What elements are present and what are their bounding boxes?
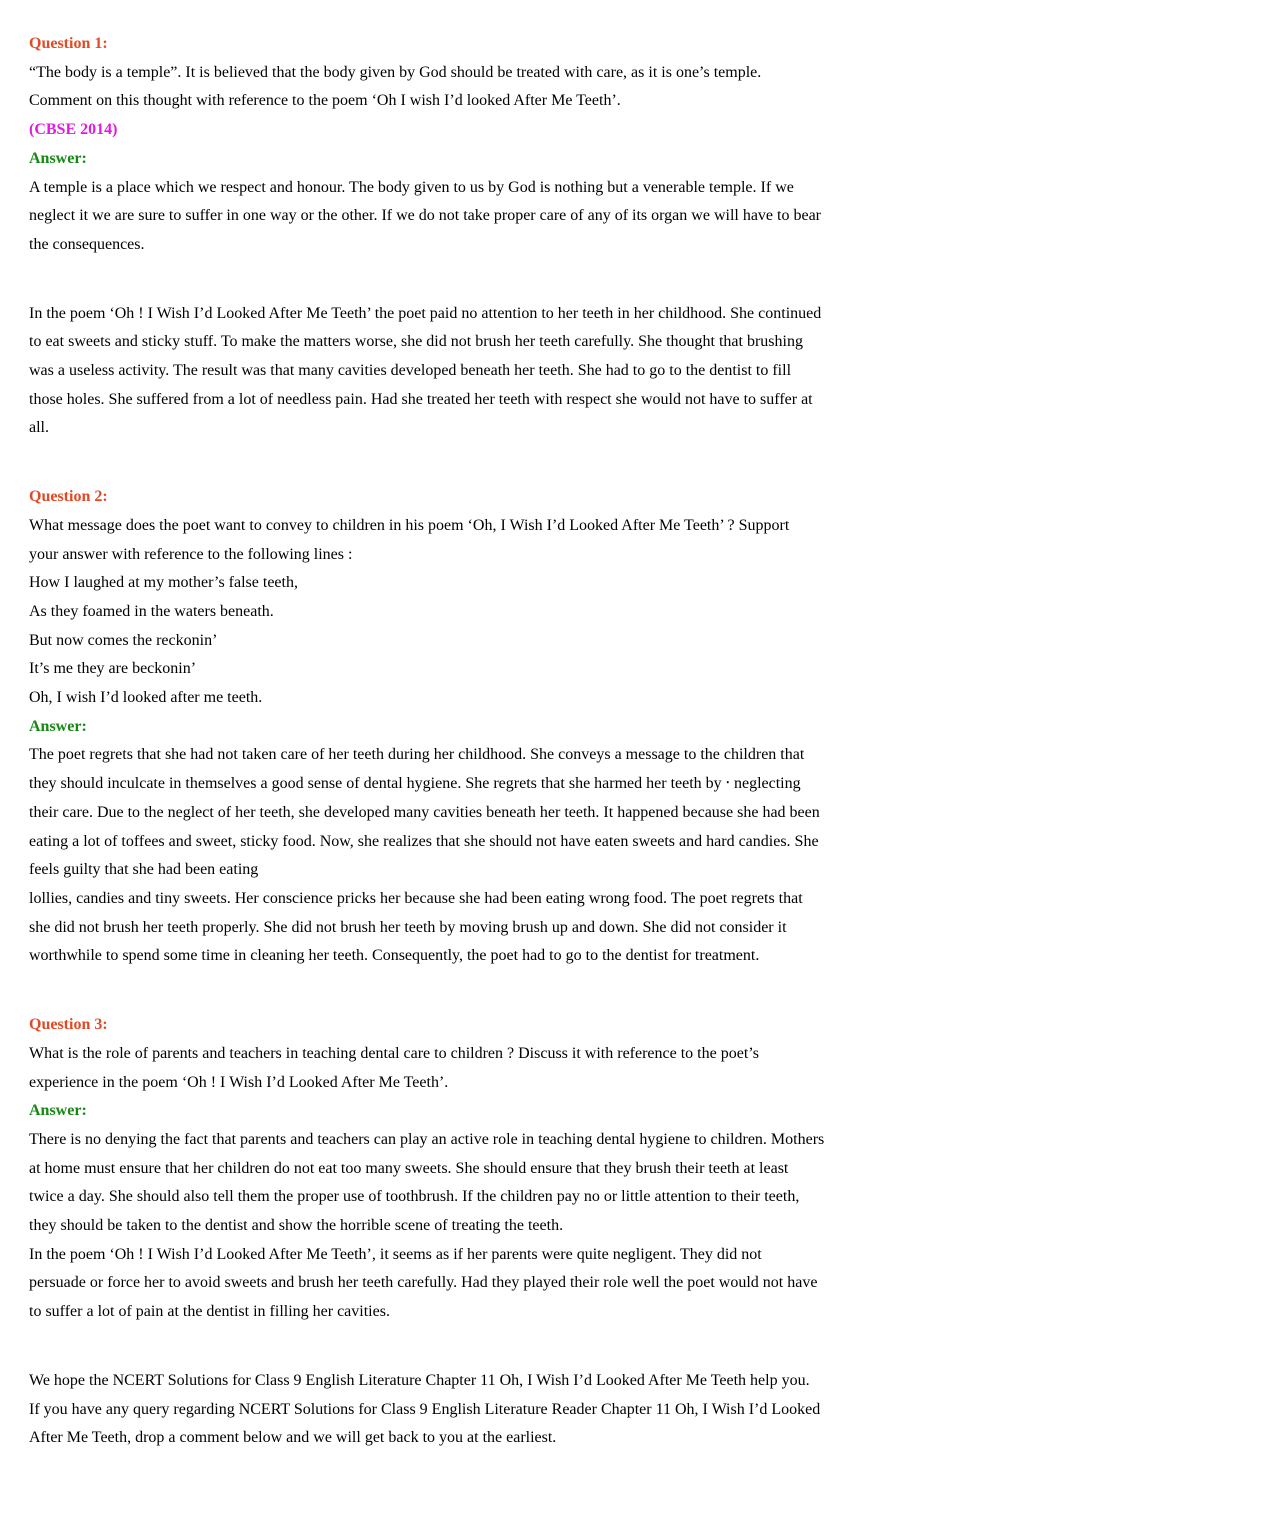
answer-1-line: the consequences. [29, 235, 145, 253]
answer-2-line: she did not brush her teeth properly. She did not brush her teeth by moving brush up and down. She did not consider it [29, 918, 787, 936]
answer-1-line: was a useless activity. The result was that many cavities developed beneath her teeth. She had to go to the dentist to fill [29, 362, 792, 380]
answer-3-label: Answer: [29, 1102, 87, 1120]
poem-line: How I laughed at my mother’s false teeth, [29, 574, 298, 592]
closing-block [29, 1367, 1273, 1453]
answer-2-line: worthwhile to spend some time in cleaning her teeth. Consequently, the poet had to go to the dentist for treatment. [29, 947, 760, 965]
answer-1-line: all. [29, 419, 49, 437]
closing-line: After Me Teeth, drop a comment below and we will get back to you at the earliest. [29, 1429, 557, 1447]
answer-1-line: neglect it we are sure to suffer in one way or the other. If we do not take proper care of any of its organ we will have to bear [29, 207, 822, 225]
section-gap [29, 1327, 1273, 1367]
answer-1-line: those holes. She suffered from a lot of needless pain. Had she treated her teeth with respect she would not have to suffer at [29, 390, 813, 408]
question-2-text-line: What message does the poet want to convey to children in his poem ‘Oh, I Wish I’d Looked After Me Teeth’ ? Support [29, 516, 790, 534]
question-1-text-line: Comment on this thought with reference to the poem ‘Oh I wish I’d looked After Me Teeth’. [29, 92, 621, 110]
answer-3-line: to suffer a lot of pain at the dentist in filling her cavities. [29, 1303, 390, 1321]
answer-1-label: Answer: [29, 149, 87, 167]
answer-2-line: feels guilty that she had been eating [29, 861, 259, 879]
closing-line: If you have any query regarding NCERT Solutions for Class 9 English Literature Reader Chapter 11 Oh, I Wish I’d Looked [29, 1400, 821, 1418]
answer-2-line: their care. Due to the neglect of her teeth, she developed many cavities beneath her teeth. It happened because she had been [29, 803, 820, 821]
question-1-block [29, 30, 1273, 443]
answer-3-line: persuade or force her to avoid sweets and brush her teeth carefully. Had they played their role well the poet would not have [29, 1274, 818, 1292]
answer-1-line: In the poem ‘Oh ! I Wish I’d Looked After Me Teeth’ the poet paid no attention to her teeth in her childhood. She continued [29, 304, 822, 322]
answer-2-line: they should inculcate in themselves a good sense of dental hygiene. She regrets that she harmed her teeth by ⸱ neglecting [29, 775, 801, 793]
question-3-label: Question 3: [29, 1016, 108, 1034]
answer-3-line: they should be taken to the dentist and show the horrible scene of treating the teeth. [29, 1217, 564, 1235]
answer-3-line: twice a day. She should also tell them the proper use of toothbrush. If the children pay no or little attention to their teeth, [29, 1188, 800, 1206]
question-2-block [29, 483, 1273, 971]
closing-line: We hope the NCERT Solutions for Class 9 English Literature Chapter 11 Oh, I Wish I’d Looked After Me Teeth help you. [29, 1371, 810, 1389]
section-gap [29, 443, 1273, 483]
answer-2-line: eating a lot of toffees and sweet, sticky food. Now, she realizes that she should not have eaten sweets and hard candies. She [29, 832, 819, 850]
question-1-label: Question 1: [29, 35, 108, 52]
answer-2-line: The poet regrets that she had not taken care of her teeth during her childhood. She conveys a message to the children that [29, 746, 805, 764]
question-3-block [29, 1011, 1273, 1327]
paragraph-gap [29, 260, 1273, 300]
poem-line: It’s me they are beckonin’ [29, 660, 197, 678]
question-1-source: (CBSE 2014) [29, 121, 118, 139]
poem-line: But now comes the reckonin’ [29, 631, 218, 649]
answer-2-label: Answer: [29, 717, 87, 735]
answer-3-line: In the poem ‘Oh ! I Wish I’d Looked After Me Teeth’, it seems as if her parents were quite negligent. They did not [29, 1245, 762, 1263]
answer-1-line: to eat sweets and sticky stuff. To make the matters worse, she did not brush her teeth carefully. She thought that brushing [29, 333, 803, 351]
question-3-text-line: experience in the poem ‘Oh ! I Wish I’d Looked After Me Teeth’. [29, 1073, 449, 1091]
question-3-text-line: What is the role of parents and teachers in teaching dental care to children ? Discuss it with reference to the poet’s [29, 1044, 759, 1062]
answer-3-line: at home must ensure that her children do not eat too many sweets. She should ensure that they brush their teeth at least [29, 1159, 789, 1177]
answer-3-line: There is no denying the fact that parents and teachers can play an active role in teaching dental hygiene to children. Mothers [29, 1130, 825, 1148]
answer-1-line: A temple is a place which we respect and honour. The body given to us by God is nothing but a venerable temple. If we [29, 178, 794, 196]
question-2-label: Question 2: [29, 488, 108, 506]
question-2-text-line: your answer with reference to the following lines : [29, 545, 353, 563]
question-1-text-line: “The body is a temple”. It is believed that the body given by God should be treated with care, as it is one’s temple. [29, 63, 762, 81]
poem-line: As they foamed in the waters beneath. [29, 602, 274, 620]
document-page [29, 30, 1273, 1453]
section-gap [29, 971, 1273, 1011]
poem-line: Oh, I wish I’d looked after me teeth. [29, 689, 263, 707]
answer-2-line: lollies, candies and tiny sweets. Her conscience pricks her because she had been eating wrong food. The poet regrets that [29, 889, 803, 907]
